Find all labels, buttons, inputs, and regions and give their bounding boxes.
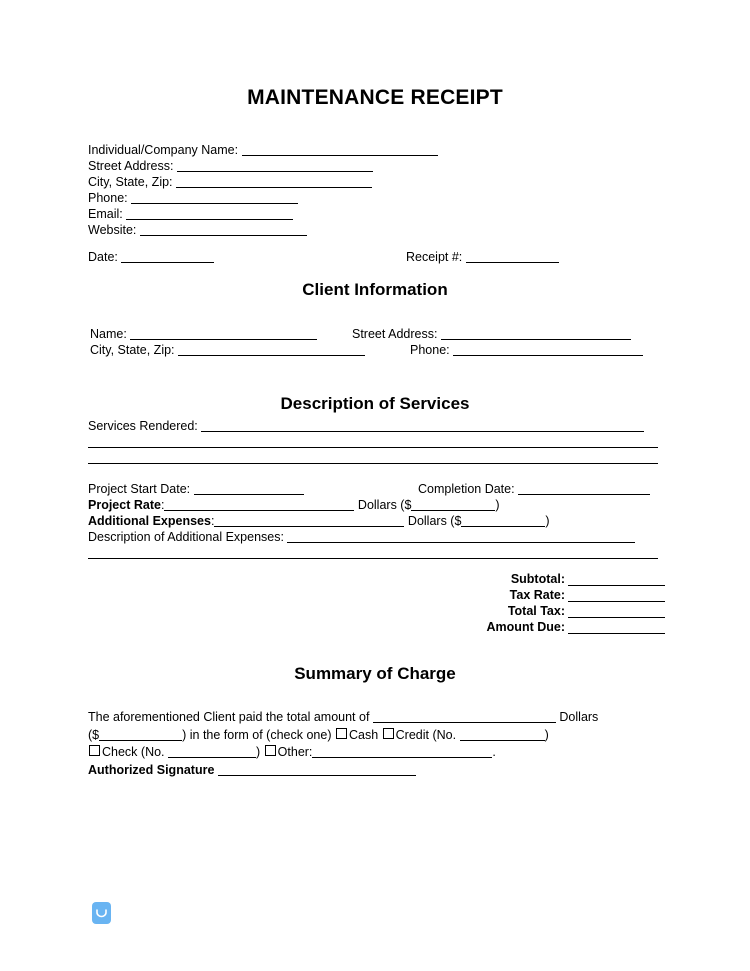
page-title: MAINTENANCE RECEIPT — [247, 86, 503, 109]
checkbox-other[interactable] — [265, 745, 276, 756]
field-label: Date: — [88, 250, 118, 264]
field-blank-line[interactable] — [130, 327, 317, 340]
field-receipt-number[interactable] — [406, 249, 559, 265]
field-label: City, State, Zip: — [90, 343, 175, 357]
field-project-start-date[interactable] — [88, 481, 304, 497]
services-continuation-line-1b[interactable] — [508, 447, 658, 448]
field-blank-line[interactable] — [201, 419, 644, 432]
field-label: Additional Expenses — [88, 514, 211, 528]
authorized-signature-blank-line[interactable] — [218, 763, 416, 776]
totals-blank-line[interactable] — [568, 589, 665, 602]
field-label: Individual/Company Name: — [88, 143, 239, 157]
field-label: Email: — [88, 207, 123, 221]
field-blank-line[interactable] — [287, 530, 635, 543]
field-services-rendered[interactable] — [88, 418, 644, 434]
close-paren: ) — [545, 514, 550, 528]
field-label: Project Start Date: — [88, 482, 191, 496]
field-label: Description of Additional Expenses: — [88, 530, 284, 544]
field-label: Name: — [90, 327, 127, 341]
field-client-phone[interactable] — [410, 342, 643, 358]
field-label: Phone: — [88, 191, 128, 205]
field-blank-line[interactable] — [441, 327, 631, 340]
field-blank-line[interactable] — [178, 343, 365, 356]
section-title-client-information: Client Information — [302, 280, 448, 299]
other-period: . — [492, 745, 496, 759]
amount-numeric-blank-line[interactable] — [99, 728, 182, 741]
field-label: Services Rendered: — [88, 419, 198, 433]
field-blank-line[interactable] — [177, 159, 373, 172]
additional-expenses-continuation-line[interactable] — [88, 558, 658, 559]
summary-text-dollars: Dollars — [559, 710, 599, 724]
totals-blank-line[interactable] — [568, 605, 665, 618]
totals-label: Amount Due: — [486, 620, 565, 634]
close-paren: ) — [495, 498, 500, 512]
checkbox-check[interactable] — [89, 745, 100, 756]
check-number-blank-line[interactable] — [168, 745, 256, 758]
totals-row-total-tax[interactable] — [380, 602, 665, 618]
field-client-street-address[interactable] — [352, 326, 631, 342]
field-email[interactable] — [88, 206, 293, 222]
credit-close-paren: ) — [544, 727, 549, 742]
dollars-label: Dollars ($ — [407, 514, 462, 528]
summary-line-3 — [88, 744, 663, 762]
summary-paragraph — [88, 709, 663, 779]
field-completion-date[interactable] — [418, 481, 650, 497]
field-blank-line[interactable] — [126, 207, 293, 220]
field-blank-line[interactable] — [121, 250, 214, 263]
dollars-blank-line[interactable] — [461, 514, 545, 527]
dollars-label: Dollars ($ — [357, 498, 412, 512]
field-date[interactable] — [88, 249, 214, 265]
summary-line-2 — [88, 727, 663, 745]
field-street-address[interactable] — [88, 158, 373, 174]
dollars-blank-line[interactable] — [411, 498, 495, 511]
other-blank-line[interactable] — [312, 745, 492, 758]
total-amount-blank-line[interactable] — [373, 710, 556, 723]
field-city-state-zip[interactable] — [88, 174, 372, 190]
field-blank-line[interactable] — [131, 191, 298, 204]
field-label: Website: — [88, 223, 137, 237]
totals-block — [380, 570, 665, 634]
field-client-city-state-zip[interactable] — [90, 342, 365, 358]
totals-row-amount-due[interactable] — [380, 618, 665, 634]
field-client-name[interactable] — [90, 326, 317, 342]
amount-open-paren: ($ — [88, 727, 100, 742]
authorized-signature-label: Authorized Signature — [88, 762, 215, 777]
services-continuation-line-2[interactable] — [88, 463, 658, 464]
field-additional-expenses[interactable] — [88, 513, 550, 529]
check-close-paren: ) — [256, 745, 261, 759]
field-label: Receipt #: — [406, 250, 463, 264]
totals-row-tax-rate[interactable] — [380, 586, 665, 602]
credit-number-blank-line[interactable] — [460, 728, 545, 741]
field-blank-line[interactable] — [176, 175, 372, 188]
field-blank-line[interactable] — [518, 482, 650, 495]
summary-text-form-of: ) in the form of (check one) — [182, 727, 332, 742]
field-label: Project Rate — [88, 498, 161, 512]
summary-line-1 — [88, 709, 663, 727]
section-title-summary-of-charge: Summary of Charge — [294, 664, 456, 683]
field-description-additional-expenses[interactable] — [88, 529, 635, 545]
section-title-description-of-services: Description of Services — [280, 394, 470, 413]
smile-logo-icon — [92, 902, 111, 924]
field-blank-line[interactable] — [194, 482, 304, 495]
checkbox-cash[interactable] — [336, 728, 347, 739]
totals-row-subtotal[interactable] — [380, 570, 665, 586]
summary-text-pre: The aforementioned Client paid the total amount of — [88, 710, 370, 724]
totals-blank-line[interactable] — [568, 573, 665, 586]
field-blank-line[interactable] — [164, 498, 354, 511]
field-blank-line[interactable] — [140, 223, 307, 236]
totals-label: Total Tax: — [507, 604, 565, 618]
field-blank-line[interactable] — [242, 143, 438, 156]
field-blank-line[interactable] — [466, 250, 559, 263]
totals-blank-line[interactable] — [568, 621, 665, 634]
other-label: Other: — [277, 745, 313, 759]
field-label-colon: : — [160, 498, 165, 512]
smile-logo[interactable] — [92, 902, 111, 924]
field-website[interactable] — [88, 222, 307, 238]
field-label: Street Address: — [352, 327, 438, 341]
field-label: Street Address: — [88, 159, 174, 173]
field-individual-company-name[interactable] — [88, 142, 438, 158]
check-label: Check (No. — [102, 745, 165, 759]
field-label: City, State, Zip: — [88, 175, 173, 189]
field-label: Completion Date: — [418, 482, 515, 496]
totals-label: Tax Rate: — [509, 588, 565, 602]
totals-label: Subtotal: — [510, 572, 565, 586]
checkbox-credit[interactable] — [383, 728, 394, 739]
field-blank-line[interactable] — [214, 514, 404, 527]
field-label-colon: : — [210, 514, 215, 528]
field-blank-line[interactable] — [453, 343, 643, 356]
cash-label: Cash — [348, 727, 379, 742]
field-project-rate[interactable] — [88, 497, 500, 513]
field-phone[interactable] — [88, 190, 298, 206]
credit-label: Credit (No. — [395, 727, 457, 742]
summary-line-4 — [88, 762, 663, 780]
field-label: Phone: — [410, 343, 450, 357]
